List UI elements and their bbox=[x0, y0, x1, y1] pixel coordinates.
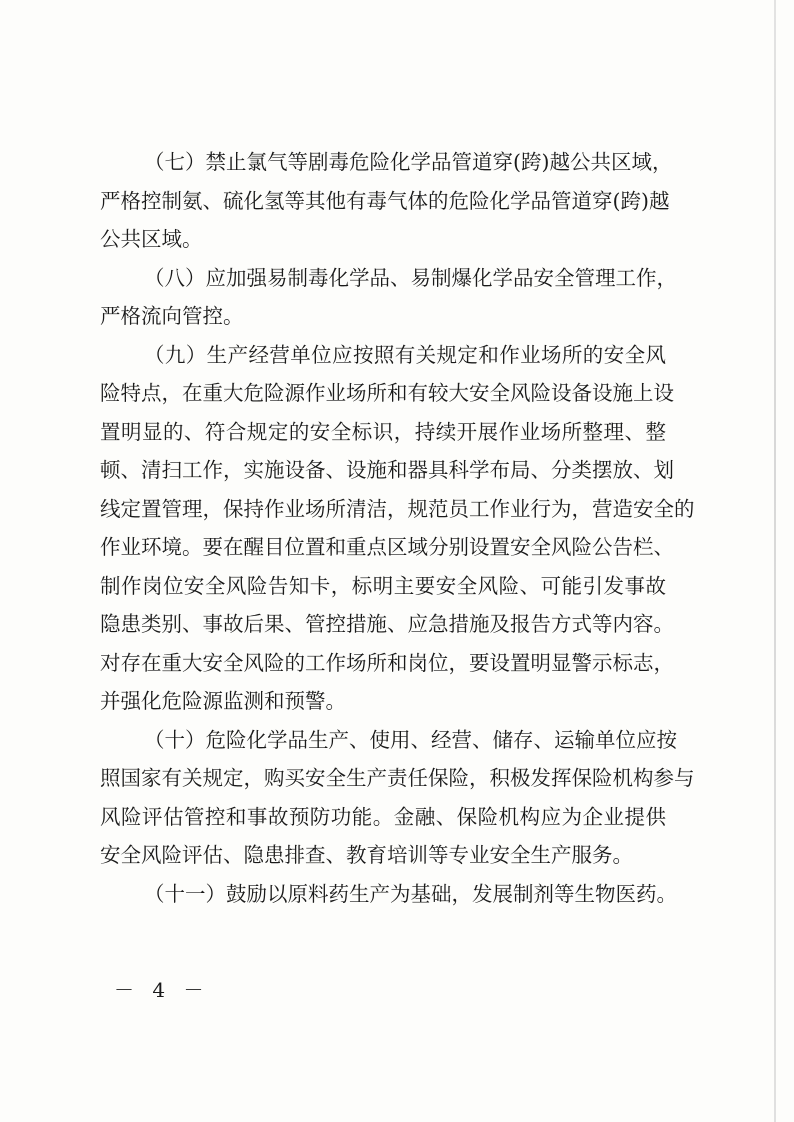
paragraph-7-line-1: （七）禁止氯气等剧毒危险化学品管道穿(跨)越公共区域， bbox=[144, 150, 673, 174]
paragraph-7-line-2: 严格控制氨、硫化氢等其他有毒气体的危险化学品管道穿(跨)越 bbox=[100, 188, 670, 213]
paragraph-10-line-3: 风险评估管控和事故预防功能。金融、保险机构应为企业提供 bbox=[100, 804, 666, 829]
body-text bbox=[100, 143, 695, 913]
paragraph-9-line-9: 对存在重大安全风险的工作场所和岗位，要设置明显警示标志， bbox=[100, 650, 674, 675]
paragraph-9-line-7: 制作岗位安全风险告知卡，标明主要安全风险、可能引发事故 bbox=[100, 573, 666, 598]
scan-edge-shadow bbox=[774, 0, 776, 1122]
paragraph-7-line-3: 公共区域。 bbox=[100, 227, 203, 251]
paragraph-9-line-2: 险特点，在重大危险源作业场所和有较大安全风险设备设施上设 bbox=[100, 381, 674, 405]
paragraph-8-line-1: （八）应加强易制毒化学品、易制爆化学品安全管理工作， bbox=[144, 265, 677, 290]
paragraph-10-line-1: （十）危险化学品生产、使用、经营、储存、运输单位应按 bbox=[144, 727, 677, 752]
paragraph-11-line-1: （十一）鼓励以原料药生产为基础，发展制剂等生物医药。 bbox=[144, 881, 677, 906]
paragraph-9-line-5: 线定置管理，保持作业场所清洁，规范员工作业行为，营造安全的 bbox=[100, 496, 695, 521]
paragraph-9-line-3: 置明显的、符合规定的安全标识，持续开展作业场所整理、整 bbox=[100, 419, 666, 444]
paragraph-9-line-1: （九）生产经营单位应按照有关规定和作业场所的安全风 bbox=[144, 342, 666, 367]
paragraph-9-line-10: 并强化危险源监测和预警。 bbox=[100, 689, 346, 713]
paragraph-9-line-8: 隐患类别、事故后果、管控措施、应急措施及报告方式等内容。 bbox=[100, 612, 674, 636]
paragraph-8-line-2: 严格流向管控。 bbox=[100, 304, 244, 328]
paragraph-9-line-4: 顿、清扫工作，实施设备、设施和器具科学布局、分类摆放、划 bbox=[100, 458, 674, 482]
paragraph-10-line-2: 照国家有关规定，购买安全生产责任保险，积极发挥保险机构参与 bbox=[100, 766, 695, 790]
paragraph-10-line-4: 安全风险评估、隐患排查、教育培训等专业安全生产服务。 bbox=[100, 843, 633, 867]
paragraph-9-line-6: 作业环境。要在醒目位置和重点区域分别设置安全风险公告栏、 bbox=[100, 535, 674, 559]
page-number: － 4 － bbox=[114, 978, 210, 1002]
